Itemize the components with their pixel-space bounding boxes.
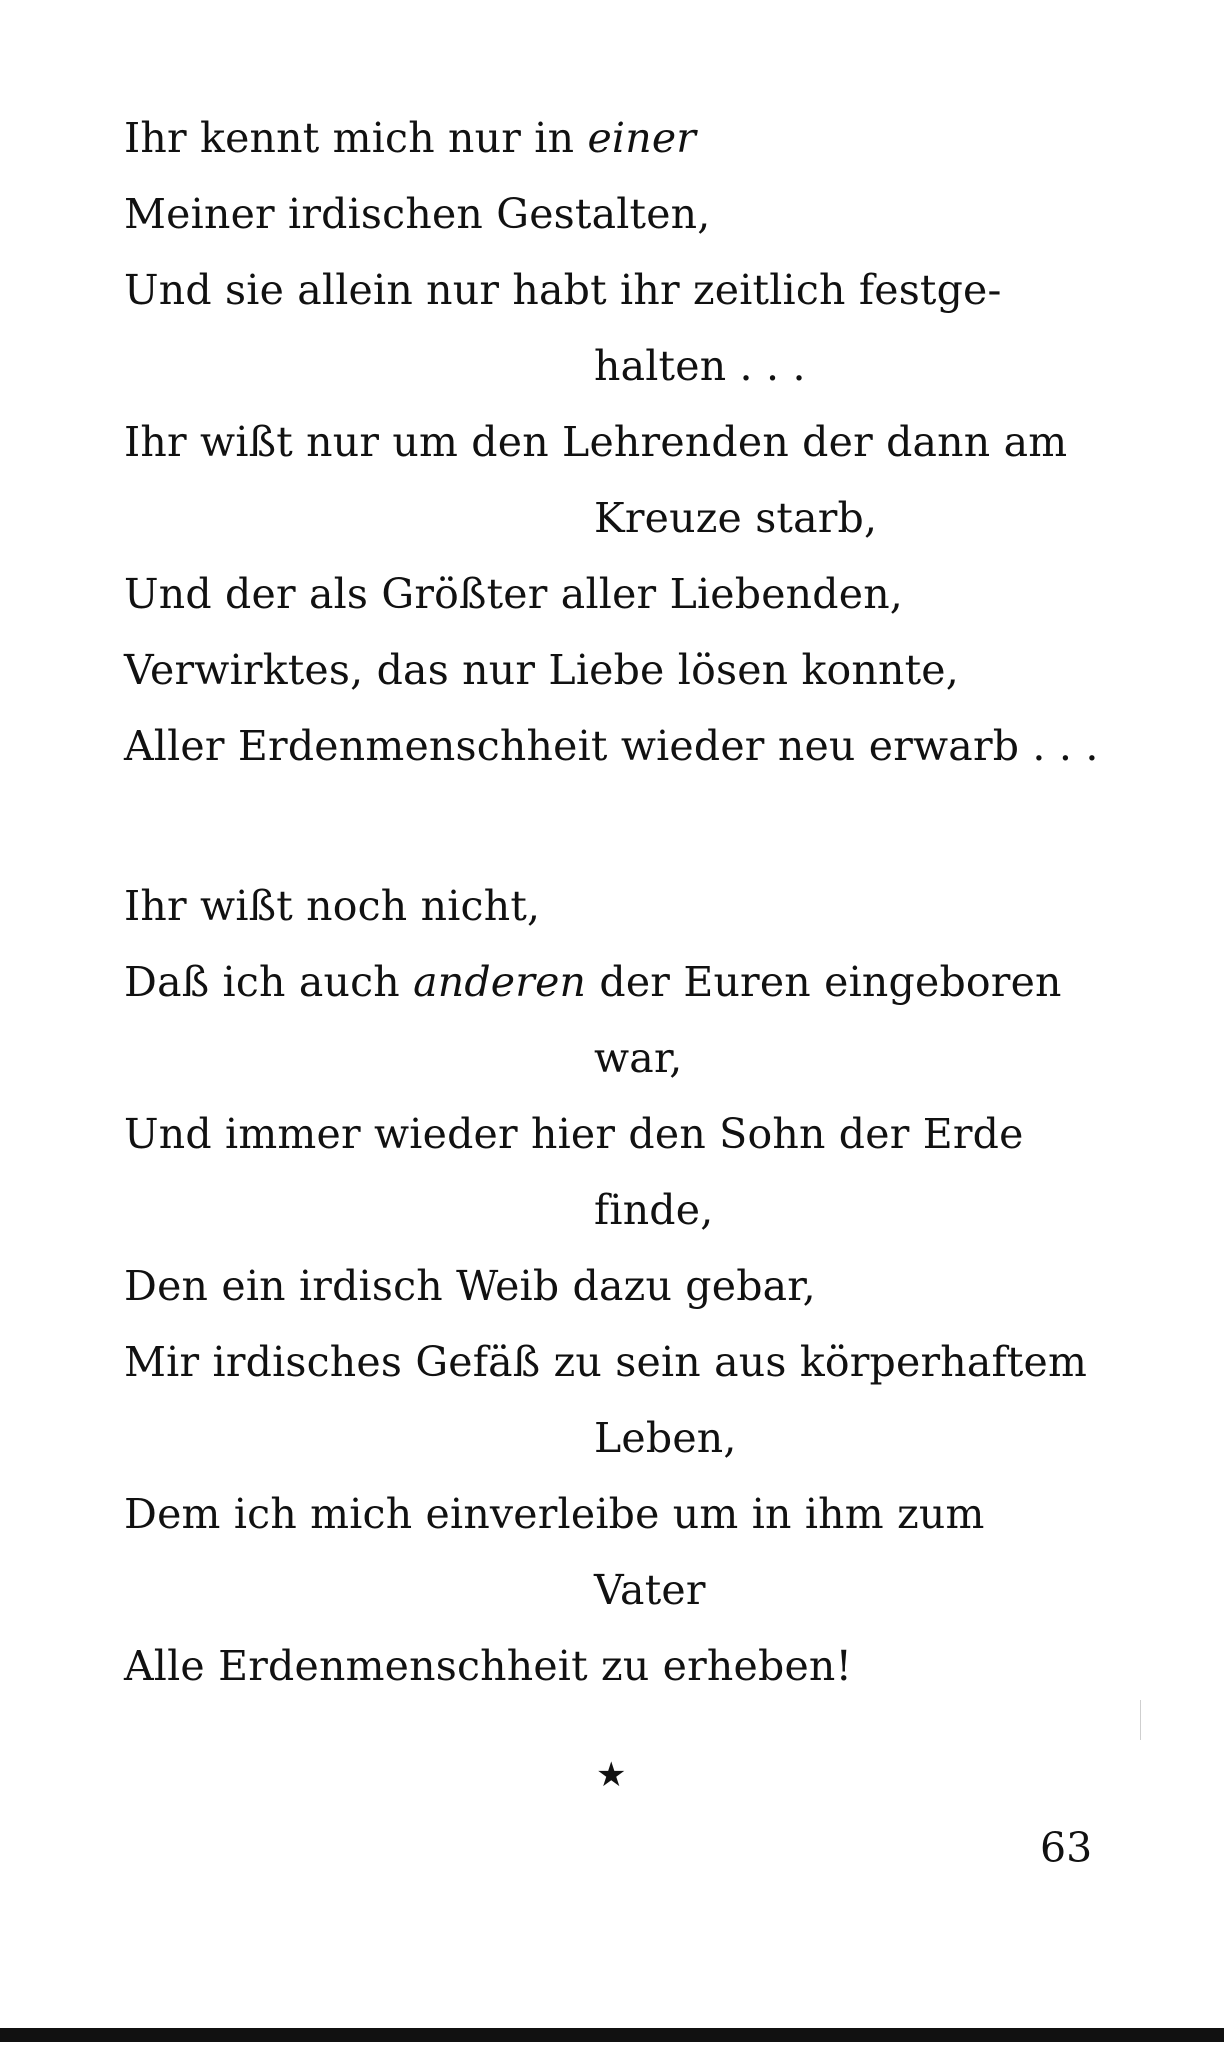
poem-emphasis: einer [587,114,697,162]
poem-line-text: Daß ich auch [124,958,414,1006]
scan-artifact [1140,1700,1141,1740]
poem-line: Und der als Größter aller Liebenden, [124,570,904,618]
poem-line-text: Ihr kennt mich nur in [124,114,588,162]
poem-line-continuation: war, [594,1034,683,1082]
poem-line [124,944,1124,1020]
poem-line: Und immer wieder hier den Sohn der Erde [124,1110,1024,1158]
poem-line: Alle Erdenmenschheit zu erheben! [124,1642,853,1690]
stanza-1 [124,100,1124,784]
page-bottom-edge [0,2028,1224,2042]
poem-emphasis: anderen [413,958,587,1006]
poem-line-text: der Euren eingeboren [586,958,1062,1006]
poem-line-continuation: halten . . . [594,342,806,390]
poem-line: Dem ich mich einverleibe um in ihm zum [124,1490,985,1538]
poem-line-continuation: Vater [594,1566,706,1614]
separator-star-icon: ★ [596,1755,627,1795]
page-number: 63 [1040,1824,1093,1872]
poem-line-continuation: Kreuze starb, [594,494,878,542]
poem-line: Ihr wißt noch nicht, [124,882,541,930]
poem-line-continuation: Leben, [594,1414,737,1462]
poem-line: Den ein irdisch Weib dazu gebar, [124,1262,816,1310]
poem-line: Mir irdisches Gefäß zu sein aus körperhaftem [124,1338,1088,1386]
poem-line: Und sie allein nur habt ihr zeitlich festge- [124,266,1002,314]
poem-line-continuation: finde, [594,1186,714,1234]
poem-line: Aller Erdenmenschheit wieder neu erwarb . . . [124,722,1099,770]
poem-line: Meiner irdischen Gestalten, [124,190,711,238]
poem-line: Ihr wißt nur um den Lehrenden der dann am [124,418,1068,466]
stanza-2 [124,868,1124,1704]
poem-line [124,100,1124,176]
poem-line: Verwirktes, das nur Liebe lösen konnte, [124,646,960,694]
